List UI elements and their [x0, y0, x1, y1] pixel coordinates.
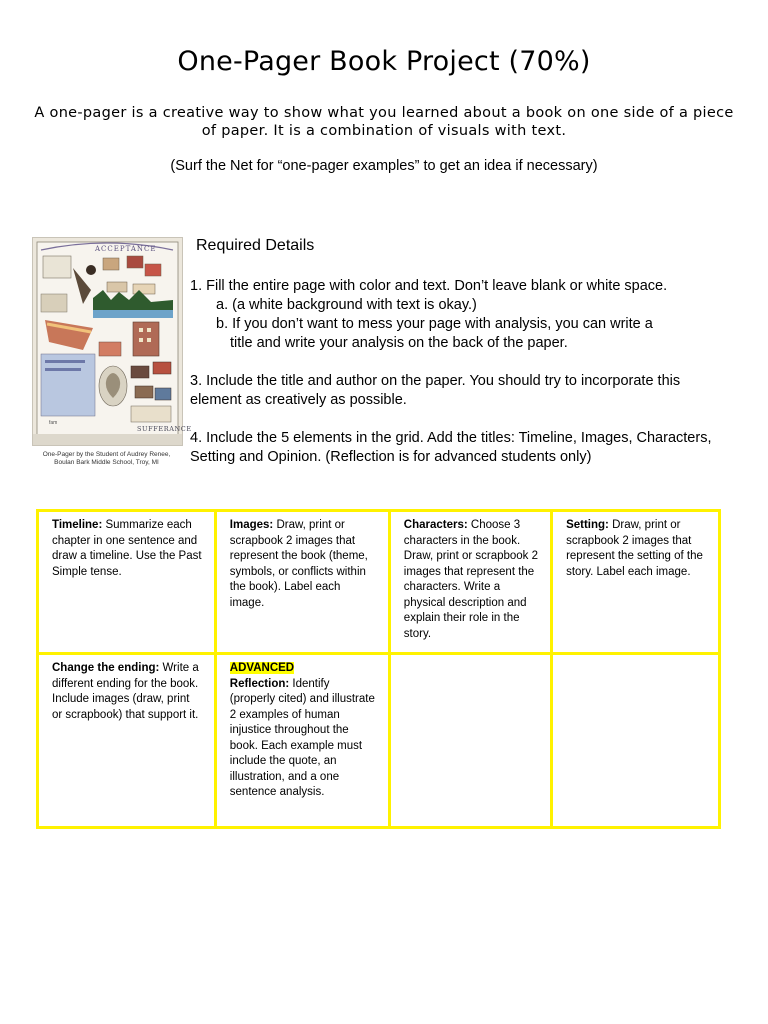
grid-cell-change-ending [38, 654, 216, 828]
timeline-title: Timeline: [52, 519, 103, 531]
required-item-3: 3. Include the title and author on the paper. You should try to incorporate this element as creatively as possible. [190, 373, 681, 408]
photo-caption-line1: One-Pager by the Student of Audrey Renee, [42, 451, 171, 458]
page-title: One-Pager Book Project (70%) [177, 46, 591, 77]
required-item-1: 1. Fill the entire page with color and text. Don’t leave blank or white space. [190, 278, 668, 294]
ending-text: Write a different ending for the book. Include images (draw, print or scrapbook) that support it. [52, 662, 199, 721]
grid-cell-empty-1 [389, 654, 551, 828]
ending-title: Change the ending: [52, 662, 160, 674]
grid-cell-setting [552, 511, 720, 654]
setting-title: Setting: [566, 519, 609, 531]
photo-caption [32, 451, 181, 467]
elements-grid [36, 509, 721, 829]
characters-text: Choose 3 characters in the book. Draw, print or scrapbook 2 images that represent the characters. Write a physical description and explain their role in the story. [403, 519, 539, 640]
grid-cell-reflection [215, 654, 389, 828]
example-one-pager-photo [32, 237, 192, 446]
required-item-1a: a. (a white background with text is okay.) [216, 297, 477, 313]
required-item-1b-line2: title and write your analysis on the back of the paper. [230, 335, 568, 351]
reflection-text: Identify (properly cited) and illustrate 2 examples of human injustice throughout the book. Each example must include the quote, an illustration, and a one [229, 677, 375, 783]
required-item-4: 4. Include the 5 elements in the grid. Add the titles: Timeline, Images, Characters, Setting and Opinion. (Reflection is for advanced students only) [190, 430, 712, 465]
reflection-title: Reflection: [229, 677, 290, 690]
reflection-text-2: sentence analysis. [229, 786, 325, 798]
setting-text: Draw, print or scrapbook 2 images that represent the setting of the story. Label each image. [566, 519, 703, 578]
photo-caption-line2: Boulan Bark Middle School, Troy, MI [54, 459, 159, 466]
images-text: Draw, print or scrapbook 2 images that represent the book (theme, symbols, or conflicts within the book). Label each image. [229, 519, 368, 609]
grid-cell-images [215, 511, 389, 654]
intro-paragraph: A one-pager is a creative way to show what you learned about a book on one side of a piece of paper. It is a combination of visuals with text. [34, 105, 734, 139]
svg-text:fam: fam [49, 420, 58, 426]
required-details [190, 236, 730, 467]
one-pager-illustration [33, 238, 192, 445]
required-details-heading: Required Details [196, 237, 315, 254]
grid-cell-timeline [38, 511, 216, 654]
grid-cell-empty-2 [552, 654, 720, 828]
required-item-1b-line1: b. If you don’t want to mess your page with analysis, you can write a [216, 316, 653, 332]
images-title: Images: [229, 519, 274, 531]
timeline-text: Summarize each chapter in one sentence and draw a timeline. Use the Past Simple tense. [52, 519, 202, 578]
surf-note: (Surf the Net for “one-pager examples” to get an idea if necessary) [170, 158, 598, 174]
svg-text:ACCEPTANCE: ACCEPTANCE [95, 245, 157, 253]
characters-title: Characters: [403, 519, 468, 531]
svg-text:SUFFERANCE: SUFFERANCE [137, 425, 192, 433]
advanced-label: ADVANCED [229, 662, 295, 674]
grid-cell-characters [389, 511, 551, 654]
